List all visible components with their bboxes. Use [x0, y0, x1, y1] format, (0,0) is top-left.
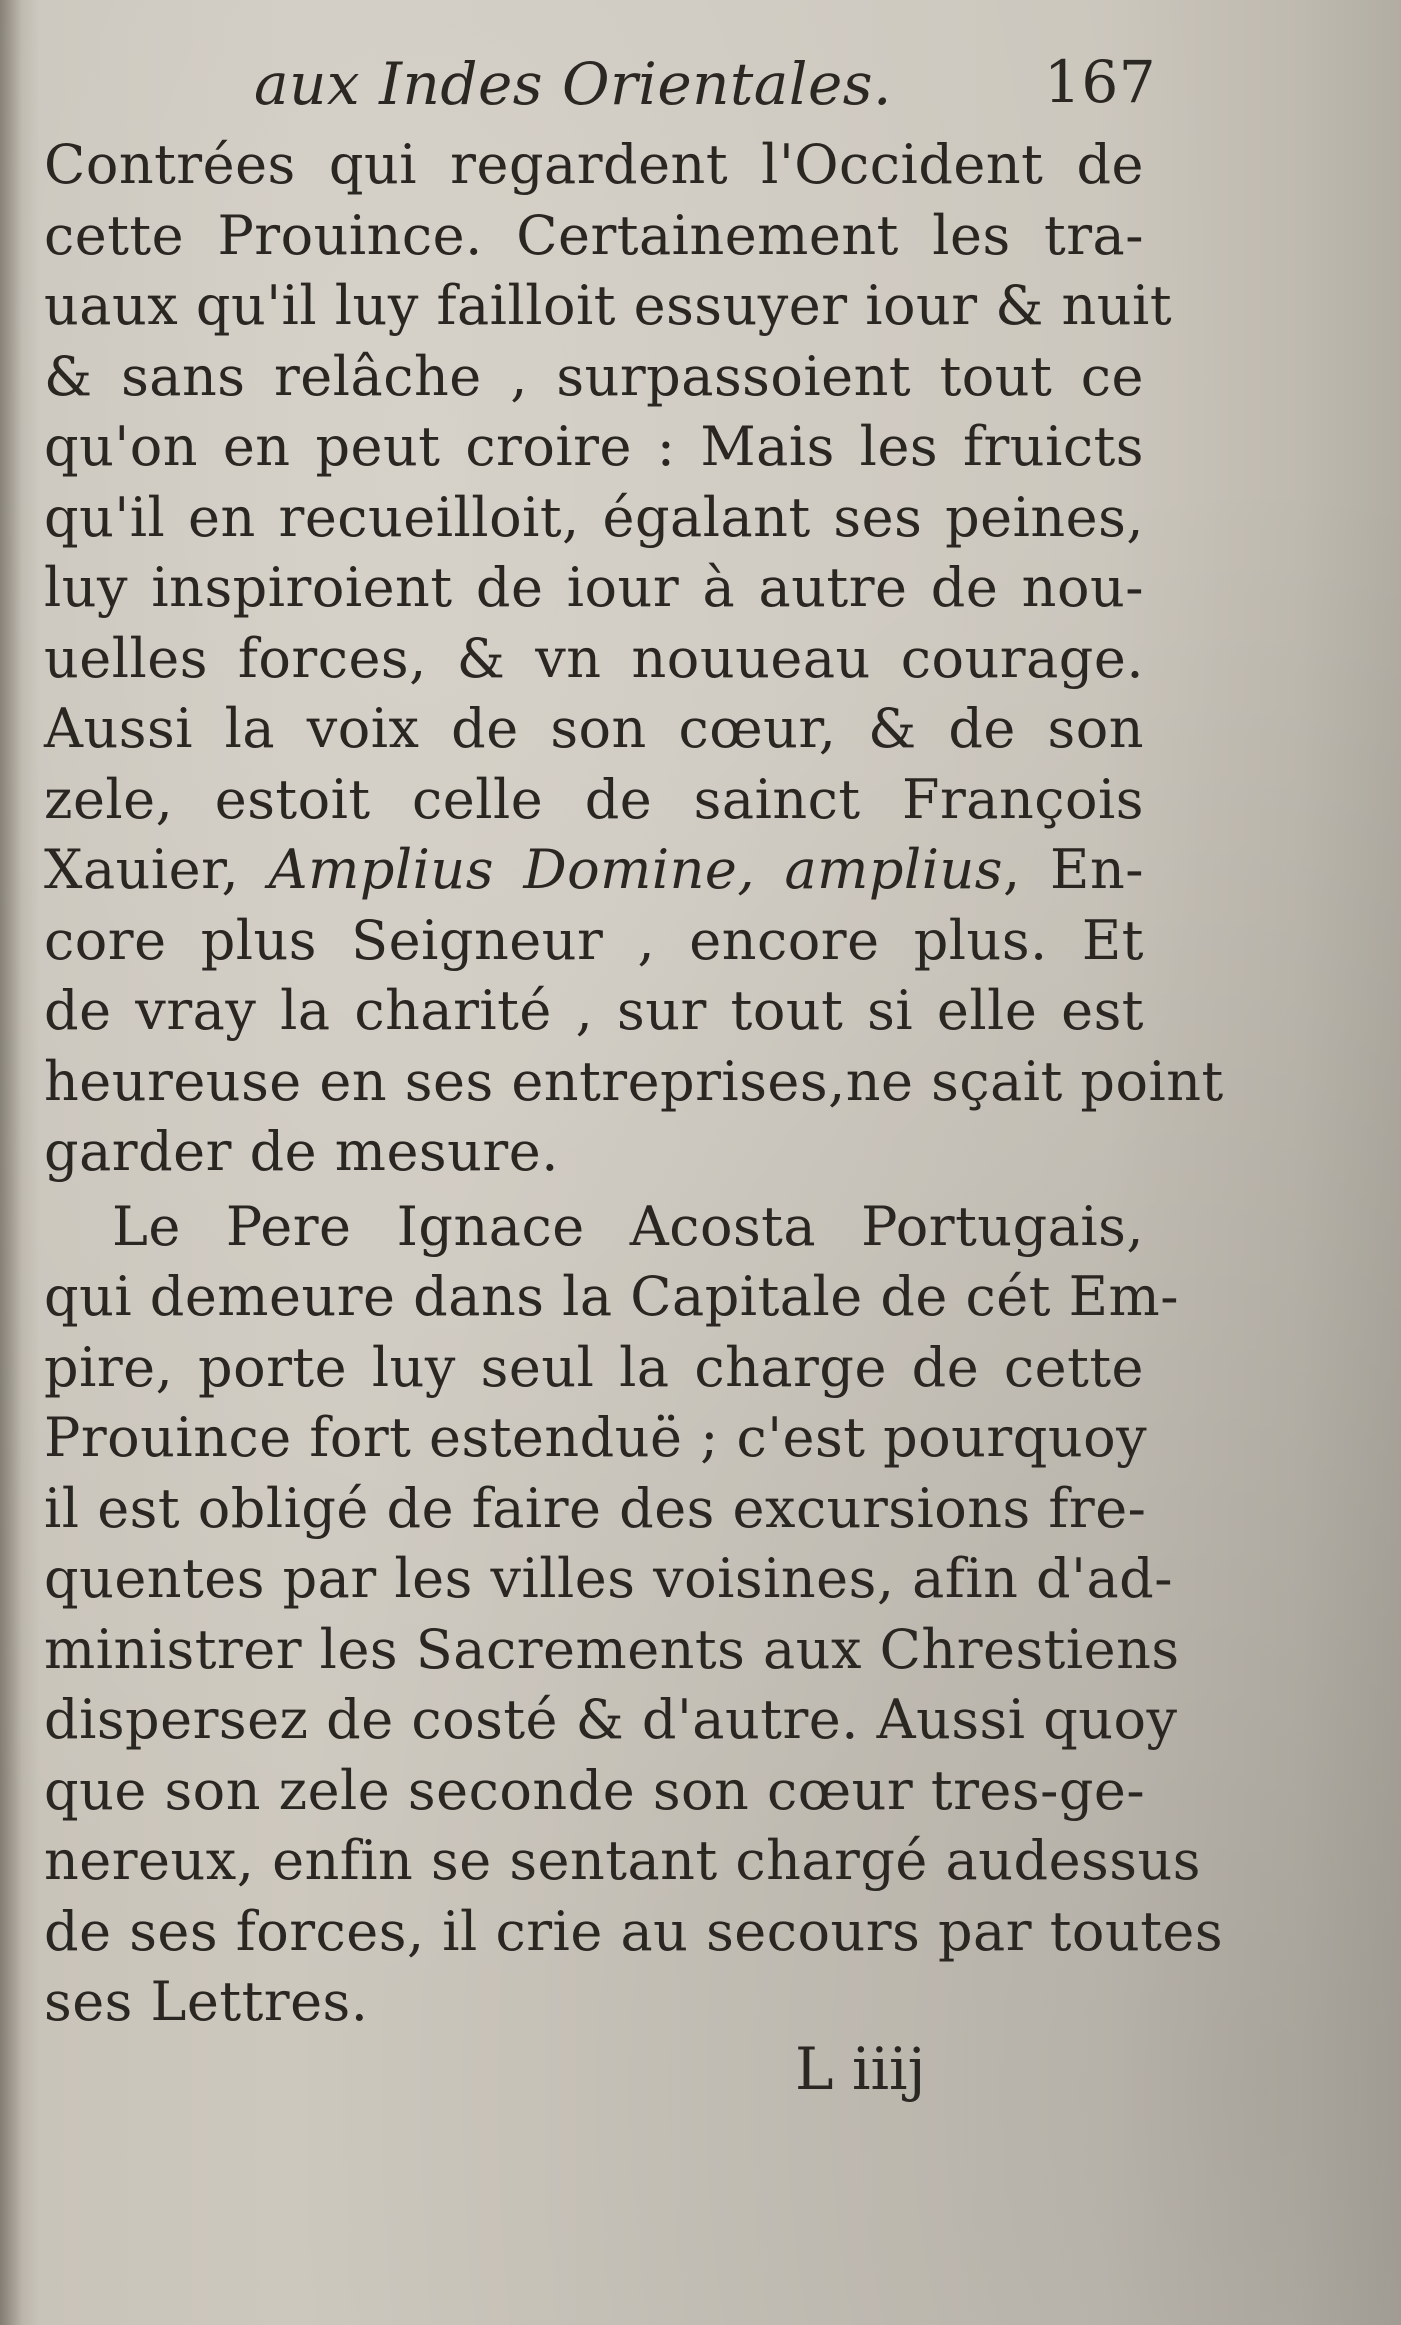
text-line: de vray la charité , sur tout si elle est: [44, 979, 1144, 1042]
running-head: aux Indes Orientales.: [254, 50, 892, 118]
text-line: quentes par les villes voisines, afin d'ad-: [44, 1547, 1173, 1610]
text-line: zele, estoit celle de sainct François: [44, 767, 1144, 831]
text-line: nereux, enfin se sentant chargé audessus: [44, 1829, 1201, 1892]
text-line: qu'il en recueilloit, égalant ses peines,: [44, 485, 1144, 549]
text-line: & sans relâche , surpassoient tout ce: [44, 344, 1144, 408]
text-line: dispersez de costé & d'autre. Aussi quoy: [44, 1688, 1178, 1751]
text-line-with-latin-quote: [44, 835, 1144, 906]
text-line: Aussi la voix de son cœur, & de son: [44, 697, 1144, 760]
text-line: core plus Seigneur , encore plus. Et: [44, 908, 1144, 972]
text-line: uaux qu'il luy failloit essuyer iour & nuit: [44, 274, 1173, 337]
text-line: heureuse en ses entreprises,ne sçait point: [44, 1049, 1224, 1113]
text-line: Prouince fort estenduë ; c'est pourquoy: [44, 1406, 1148, 1469]
signature-mark: L iiij: [795, 2035, 926, 2103]
text-line: pire, porte luy seul la charge de cette: [44, 1335, 1144, 1399]
text-segment: , En-: [1002, 838, 1145, 901]
page-number: 167: [1044, 48, 1157, 116]
text-line: Le Pere Ignace Acosta Portugais,: [112, 1194, 1144, 1258]
text-line: luy inspiroient de iour à autre de nou-: [44, 556, 1144, 619]
text-line: Contrées qui regardent l'Occident de: [44, 133, 1144, 196]
text-line: ministrer les Sacrements aux Chrestiens: [44, 1617, 1180, 1681]
text-line: de ses forces, il crie au secours par toutes: [44, 1899, 1224, 1963]
text-line: cette Prouince. Certainement les tra-: [44, 203, 1144, 267]
page-gutter-shadow: [0, 0, 22, 2325]
text-line: garder de mesure.: [44, 1120, 559, 1183]
text-line: qui demeure dans la Capitale de cét Em-: [44, 1265, 1179, 1328]
text-line: qu'on en peut croire : Mais les fruicts: [44, 415, 1144, 478]
latin-quote: Amplius Domine, amplius: [268, 838, 1003, 901]
text-segment: Xauier,: [44, 838, 269, 901]
text-line: ses Lettres.: [44, 1970, 369, 2033]
paragraph-1: [44, 130, 1224, 1188]
text-line: uelles forces, & vn nouueau courage.: [44, 626, 1144, 690]
text-block: [44, 30, 1224, 2038]
text-line: il est obligé de faire des excursions fre-: [44, 1476, 1147, 1540]
page-header: [44, 30, 1157, 130]
paragraph-2: [44, 1192, 1224, 2038]
text-line: que son zele seconde son cœur tres-ge-: [44, 1758, 1146, 1822]
